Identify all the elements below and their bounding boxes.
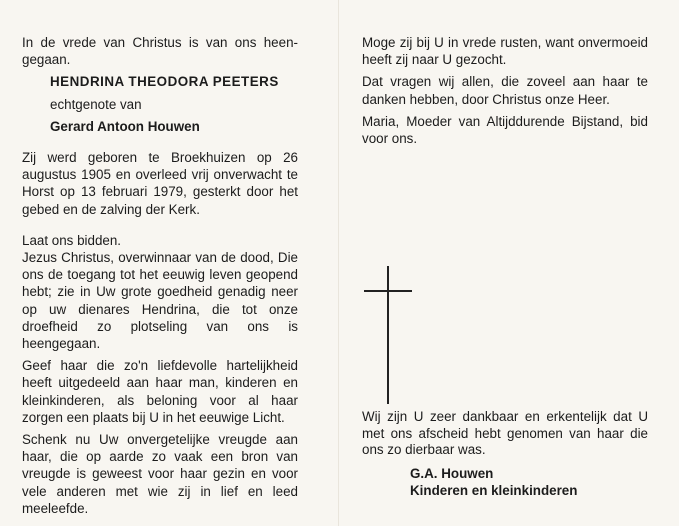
signature-family: Kinderen en kleinkinderen bbox=[410, 483, 578, 498]
prayer-paragraph-3: Schenk nu Uw onvergetelijke vreugde aan haar, die op aarde zo vaak een bron van vreugde is geweest voor haar gezin en voor vele anderen met wie zij in lief en leed meeleefde. bbox=[22, 432, 298, 516]
cross-icon bbox=[364, 266, 412, 404]
spouse-name: Gerard Antoon Houwen bbox=[50, 118, 200, 134]
right-column bbox=[362, 34, 648, 152]
card-fold bbox=[338, 0, 339, 526]
prayer-paragraph-1: Jezus Christus, overwinnaar van de dood, Die ons de toegang tot het eeuwig leven geopend hebt; zie in Uw grote goedheid genadig neer op uw dienares Hendrina, die tot onze droefheid zo plotseling van ons is heengegaan. bbox=[22, 250, 298, 352]
prayer-intro: Laat ons bidden. bbox=[22, 232, 122, 248]
signature-name: G.A. Houwen bbox=[410, 466, 494, 481]
verse-1: Moge zij bij U in vrede rusten, want onvermoeid heeft zij naar U gezocht. bbox=[362, 35, 648, 68]
spouse-label: echtgenote van bbox=[50, 96, 142, 112]
verse-2: Dat vragen wij allen, die zoveel aan haar te danken hebben, door Christus onze Heer. bbox=[362, 74, 648, 107]
left-column bbox=[22, 34, 298, 522]
intro-text: In de vrede van Christus is van ons heengegaan. bbox=[22, 35, 298, 68]
thanks-paragraph: Wij zijn U zeer dankbaar en erkentelijk dat U met ons afscheid hebt genomen van haar die ons zo dierbaar was. bbox=[362, 409, 648, 458]
biography: Zij werd geboren te Broekhuizen op 26 augustus 1905 en overleed vrij onverwacht te Horst op 13 februari 1979, gesterkt door het gebed en de zalving der Kerk. bbox=[22, 150, 298, 217]
prayer-paragraph-2: Geef haar die zo'n liefdevolle hartelijkheid heeft uitgedeeld aan haar man, kinderen en kleinkinderen, als beloning voor al haar zorgen een plaats bij U in het eeuwige Licht. bbox=[22, 358, 298, 425]
deceased-name: HENDRINA THEODORA PEETERS bbox=[50, 74, 279, 90]
signature-block bbox=[410, 465, 577, 499]
verse-3: Maria, Moeder van Altijddurende Bijstand, bid voor ons. bbox=[362, 113, 648, 147]
thanks-text bbox=[362, 409, 648, 459]
